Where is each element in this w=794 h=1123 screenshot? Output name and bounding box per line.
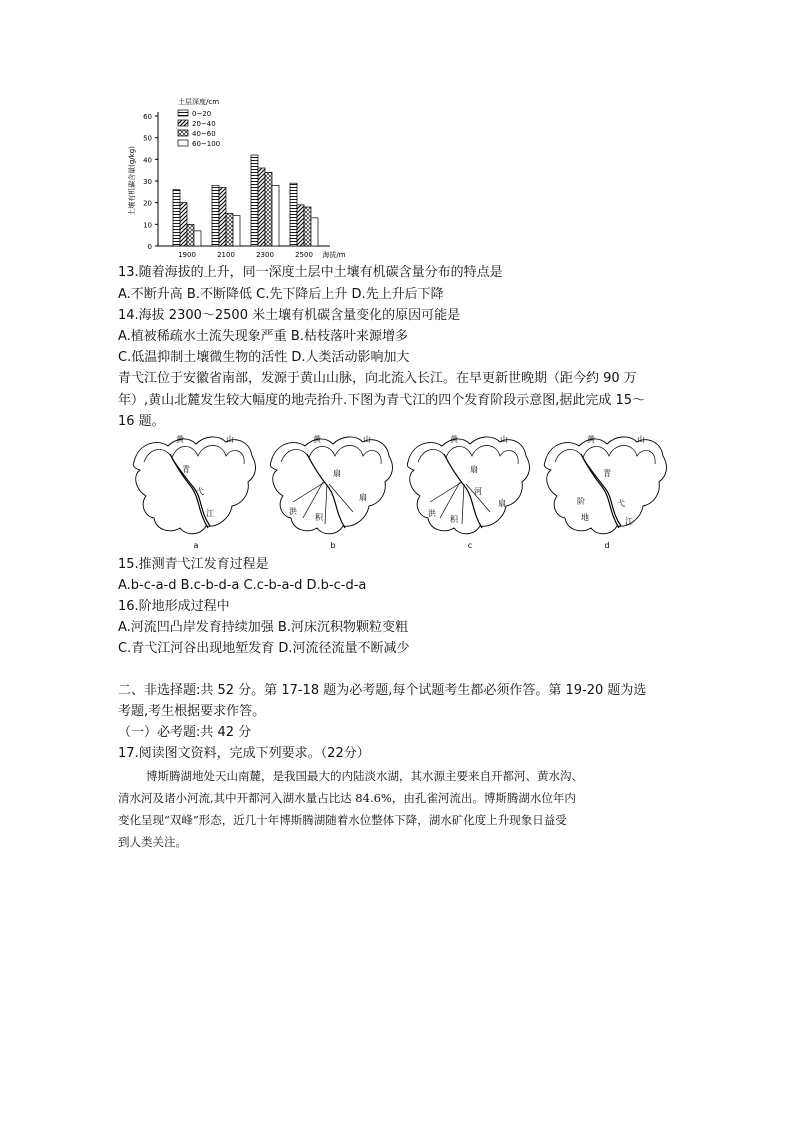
map-word: 扇 bbox=[470, 465, 478, 474]
mountain-label-2: 山 bbox=[226, 435, 234, 444]
q13-options: A.不断升高 B.不断降低 C.先下降后上升 D.先上升后下降 bbox=[118, 287, 444, 302]
y-tick-label: 60 bbox=[143, 113, 152, 121]
mountain-label-1: 黄 bbox=[587, 435, 595, 444]
mountain-ridge bbox=[144, 446, 244, 465]
bar-2500-40~60 bbox=[304, 207, 311, 246]
section2-line-2: 考题,考生根据要求作答。 bbox=[118, 704, 266, 719]
y-tick-label: 10 bbox=[143, 221, 152, 230]
map-word: 扇 bbox=[498, 499, 506, 508]
soil-carbon-chart-svg bbox=[122, 96, 372, 261]
q16-options-1: A.河流凹凸岸发育持续加强 B.河床沉积物颗粒变粗 bbox=[118, 620, 408, 635]
y-tick-label: 0 bbox=[147, 243, 152, 251]
q14-options-1: A.植被稀疏水土流失现象严重 B.枯枝落叶来源增多 bbox=[118, 329, 408, 344]
map-word: 洪 bbox=[428, 509, 436, 518]
map-word: 洪 bbox=[289, 507, 297, 516]
mountain-label-2: 山 bbox=[637, 435, 645, 444]
map-word: 青 bbox=[182, 465, 190, 474]
bar-2300-20~40 bbox=[258, 168, 265, 246]
fan-channel bbox=[329, 484, 353, 512]
passage-line-3: 16 题。 bbox=[118, 414, 165, 429]
mountain-ridge bbox=[281, 446, 381, 465]
map-word: 积 bbox=[315, 513, 323, 522]
fan-channel bbox=[293, 482, 325, 502]
bar-2300-40~60 bbox=[265, 172, 272, 246]
panel-label: a bbox=[193, 541, 199, 550]
mountain-label-1: 黄 bbox=[313, 435, 321, 444]
map-panel-d bbox=[544, 434, 666, 550]
river-line bbox=[307, 454, 345, 528]
map-word: 扇 bbox=[359, 493, 367, 502]
q17-stem: 17.阅读图文资料，完成下列要求。（22分） bbox=[118, 746, 370, 761]
section2-sub: （一）必考题:共 42 分 bbox=[118, 725, 252, 740]
q15-options: A.b-c-a-d B.c-b-d-a C.c-b-a-d D.b-c-d-a bbox=[118, 578, 367, 593]
bar-2100-60~100 bbox=[233, 216, 240, 246]
map-word: 河 bbox=[474, 487, 482, 496]
legend-swatch bbox=[178, 130, 188, 136]
river-stage-maps-svg bbox=[126, 432, 674, 552]
mountain-label-2: 山 bbox=[363, 435, 371, 444]
y-axis-label: 土壤有机碳含量(g/kg) bbox=[128, 146, 136, 216]
bar-1900-40~60 bbox=[187, 224, 194, 246]
q14-options-2: C.低温抑制土壤微生物的活性 D.人类活动影响加大 bbox=[118, 350, 410, 365]
q15-stem: 15.推测青弋江发育过程是 bbox=[118, 557, 269, 572]
x-tick-label: 2100 bbox=[217, 251, 235, 259]
fan-channel bbox=[462, 484, 464, 524]
q14-stem: 14.海拔 2300～2500 米土壤有机碳含量变化的原因可能是 bbox=[118, 308, 461, 323]
q17-para-2: 清水河及诸小河流,其中开都河入湖水量占比达 84.6%，由孔雀河流出。博斯腾湖水位年内 bbox=[118, 791, 576, 805]
section2-line-1: 二、非选择题:共 52 分。第 17-18 题为必考题,每个试题考生都必须作答。第 19-20 题为选 bbox=[118, 683, 647, 698]
bar-2500-0~20 bbox=[290, 183, 297, 246]
q16-stem: 16.阶地形成过程中 bbox=[118, 599, 230, 614]
q17-para-4: 到人类关注。 bbox=[118, 835, 187, 849]
legend-label: 20~40 bbox=[192, 120, 216, 128]
fan-channel bbox=[440, 482, 460, 518]
bar-1900-60~100 bbox=[194, 231, 201, 246]
mountain-ridge bbox=[418, 446, 518, 465]
river-stage-maps bbox=[126, 432, 674, 552]
passage-line-2: 年）,黄山北麓发生较大幅度的地壳抬升.下图为青弋江的四个发育阶段示意图,据此完成 15～ bbox=[118, 393, 646, 408]
y-tick-label: 20 bbox=[143, 199, 152, 208]
y-tick-label: 50 bbox=[143, 134, 152, 143]
x-tick-label: 1900 bbox=[178, 251, 196, 259]
legend-title: 土层深度/cm bbox=[178, 98, 220, 106]
mountain-ridge bbox=[555, 446, 655, 465]
legend-label: 60~100 bbox=[192, 140, 221, 148]
map-word: 积 bbox=[450, 515, 458, 524]
map-word: 江 bbox=[206, 509, 214, 518]
q16-options-2: C.青弋江河谷出现地堑发育 D.河流径流量不断减少 bbox=[118, 641, 410, 656]
map-word: 阶 bbox=[577, 497, 585, 506]
map-word: 青 bbox=[603, 469, 611, 478]
bar-2500-20~40 bbox=[297, 205, 304, 246]
bar-2100-40~60 bbox=[226, 214, 233, 247]
soil-carbon-chart bbox=[122, 96, 372, 261]
map-word: 扇 bbox=[333, 469, 341, 478]
mountain-label-1: 黄 bbox=[450, 435, 458, 444]
map-word: 弋 bbox=[196, 487, 204, 496]
passage-line-1: 青弋江位于安徽省南部，发源于黄山山脉，向北流入长江。在早更新世晚期（距今约 90 万 bbox=[118, 371, 637, 386]
legend-label: 40~60 bbox=[192, 130, 216, 138]
map-panel-b bbox=[270, 434, 392, 550]
map-word: 江 bbox=[625, 517, 633, 526]
x-tick-label: 2500 bbox=[295, 251, 313, 259]
q13-stem: 13.随着海拔的上升，同一深度土层中土壤有机碳含量分布的特点是 bbox=[118, 265, 503, 280]
map-panel-c bbox=[407, 434, 529, 550]
bar-2500-60~100 bbox=[311, 218, 318, 246]
legend-swatch bbox=[178, 140, 188, 146]
legend-swatch bbox=[178, 120, 188, 126]
panel-label: c bbox=[467, 541, 473, 550]
y-tick-label: 40 bbox=[143, 156, 152, 165]
bar-2100-20~40 bbox=[219, 188, 226, 247]
bar-2100-0~20 bbox=[212, 185, 219, 246]
map-panel-a bbox=[133, 434, 255, 550]
fan-channel bbox=[430, 482, 462, 502]
bar-1900-20~40 bbox=[180, 203, 187, 246]
panel-label: d bbox=[604, 541, 610, 550]
bar-2300-0~20 bbox=[251, 155, 258, 246]
map-word: 弋 bbox=[617, 499, 625, 508]
mountain-label-1: 黄 bbox=[176, 435, 184, 444]
legend-swatch bbox=[178, 110, 188, 116]
x-tick-label: 2300 bbox=[256, 251, 274, 259]
map-word: 地 bbox=[581, 513, 589, 522]
bar-1900-0~20 bbox=[173, 190, 180, 246]
bar-2300-60~100 bbox=[272, 185, 279, 246]
x-axis-label: 海拔/m bbox=[322, 251, 346, 259]
q17-para-3: 变化呈现“双峰”形态，近几十年博斯腾湖随着水位整体下降，湖水矿化度上升现象日益受 bbox=[118, 813, 567, 827]
y-tick-label: 30 bbox=[143, 178, 152, 186]
legend-label: 0~20 bbox=[192, 110, 212, 118]
fan-channel bbox=[325, 484, 327, 524]
panel-label: b bbox=[330, 541, 336, 550]
q17-para-1: 博斯腾湖地处天山南麓，是我国最大的内陆淡水湖，其水源主要来自开都河、黄水沟、 bbox=[146, 769, 583, 783]
mountain-label-2: 山 bbox=[500, 435, 508, 444]
